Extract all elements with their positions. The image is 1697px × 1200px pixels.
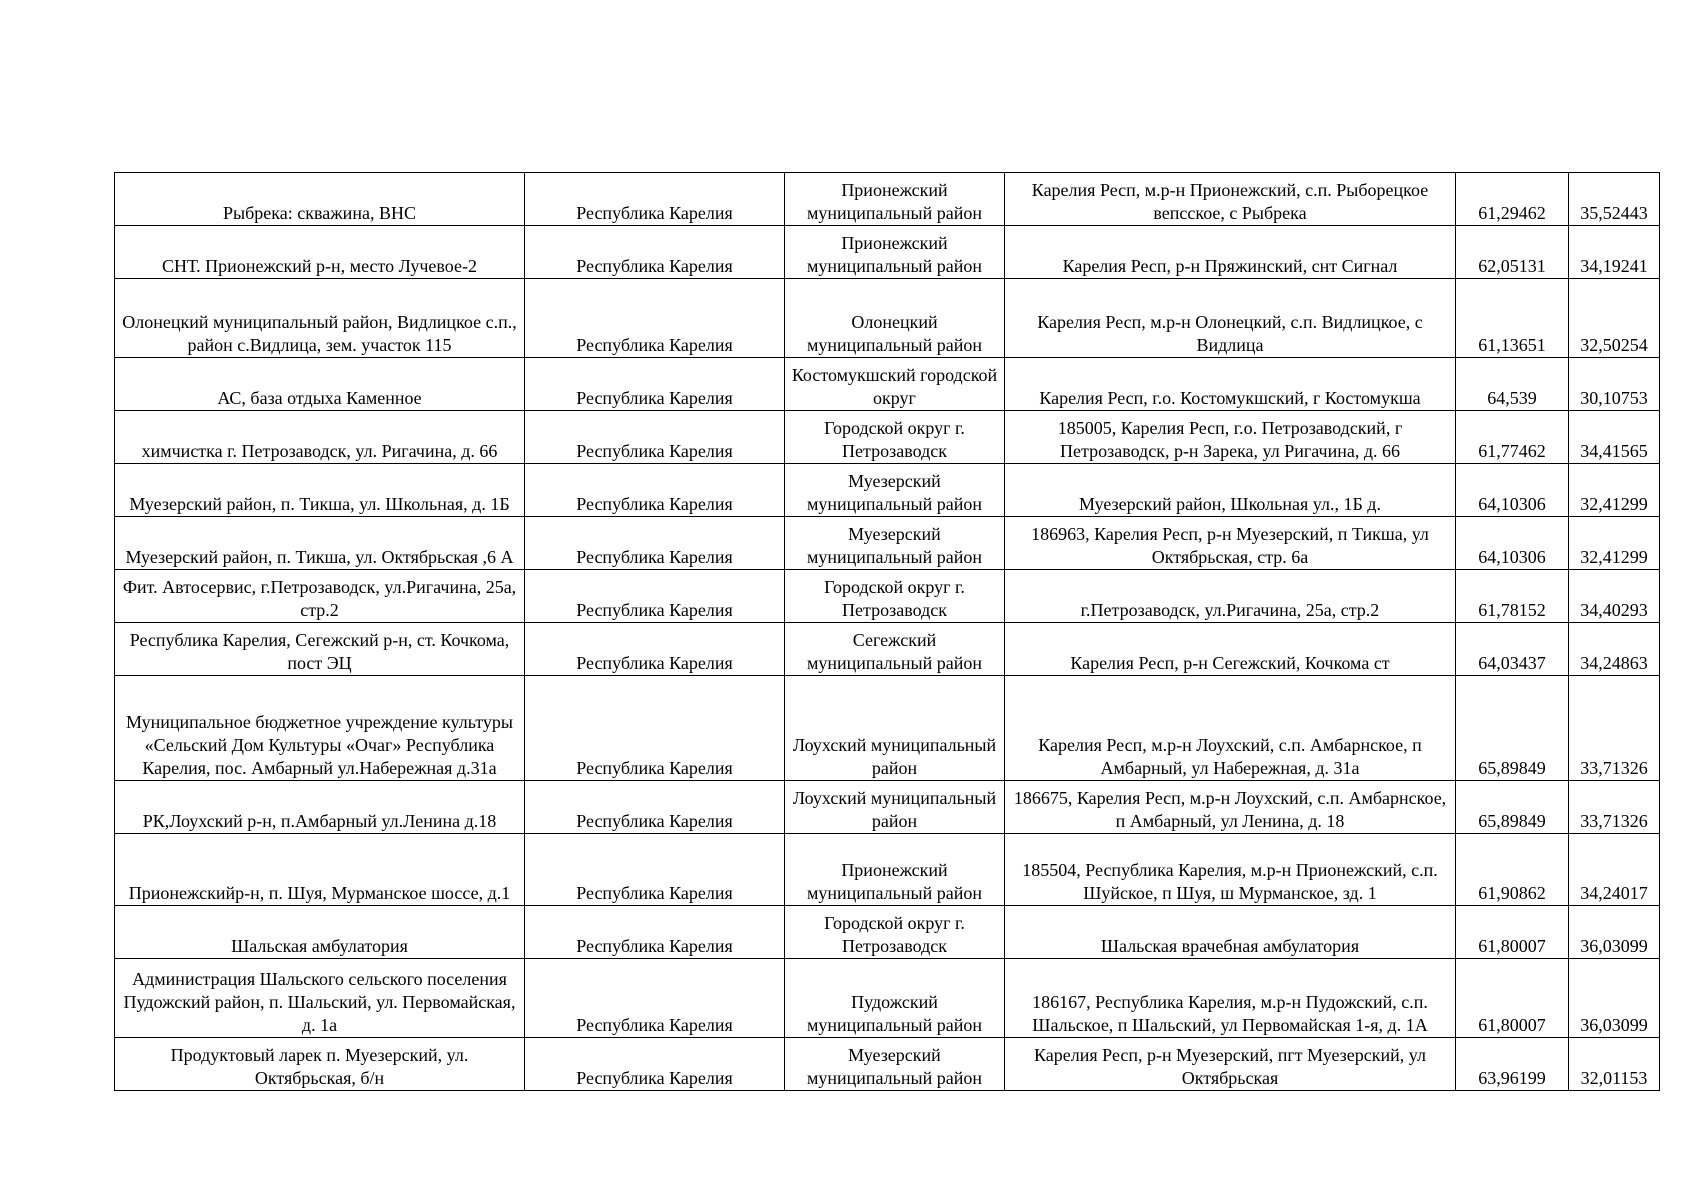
cell-longitude: 34,40293 — [1569, 570, 1660, 623]
cell-address: Карелия Респ, р-н Муезерский, пгт Муезерский, ул Октябрьская — [1005, 1038, 1456, 1091]
cell-district: Городской округ г. Петрозаводск — [785, 906, 1005, 959]
cell-district: Олонецкий муниципальный район — [785, 279, 1005, 358]
cell-name: СНТ. Прионежский р-н, место Лучевое-2 — [115, 226, 525, 279]
cell-latitude: 62,05131 — [1456, 226, 1569, 279]
table-row — [115, 959, 1660, 1038]
cell-name: химчистка г. Петрозаводск, ул. Ригачина, д. 66 — [115, 411, 525, 464]
cell-longitude: 30,10753 — [1569, 358, 1660, 411]
cell-name: Продуктовый ларек п. Муезерский, ул. Октябрьская, б/н — [115, 1038, 525, 1091]
cell-latitude: 64,539 — [1456, 358, 1569, 411]
cell-longitude: 33,71326 — [1569, 676, 1660, 781]
cell-name: Муезерский район, п. Тикша, ул. Октябрьская ,6 А — [115, 517, 525, 570]
cell-longitude: 36,03099 — [1569, 959, 1660, 1038]
cell-name: АС, база отдыха Каменное — [115, 358, 525, 411]
cell-region: Республика Карелия — [525, 570, 785, 623]
cell-district: Лоухский муниципальный район — [785, 781, 1005, 834]
table-row — [115, 226, 1660, 279]
cell-address: Карелия Респ, м.р-н Олонецкий, с.п. Видлицкое, с Видлица — [1005, 279, 1456, 358]
cell-name: Рыбрека: скважина, ВНС — [115, 173, 525, 226]
cell-district: Прионежский муниципальный район — [785, 226, 1005, 279]
table-row — [115, 358, 1660, 411]
cell-address: Карелия Респ, р-н Сегежский, Кочкома ст — [1005, 623, 1456, 676]
cell-region: Республика Карелия — [525, 226, 785, 279]
table-row — [115, 464, 1660, 517]
cell-latitude: 63,96199 — [1456, 1038, 1569, 1091]
cell-district: Городской округ г. Петрозаводск — [785, 570, 1005, 623]
cell-longitude: 35,52443 — [1569, 173, 1660, 226]
cell-address: 186675, Карелия Респ, м.р-н Лоухский, с.п. Амбарнское, п Амбарный, ул Ленина, д. 18 — [1005, 781, 1456, 834]
cell-longitude: 33,71326 — [1569, 781, 1660, 834]
cell-latitude: 64,10306 — [1456, 464, 1569, 517]
cell-district: Городской округ г. Петрозаводск — [785, 411, 1005, 464]
cell-address: г.Петрозаводск, ул.Ригачина, 25а, стр.2 — [1005, 570, 1456, 623]
table-row — [115, 623, 1660, 676]
cell-district: Сегежский муниципальный район — [785, 623, 1005, 676]
cell-latitude: 61,80007 — [1456, 959, 1569, 1038]
sites-table — [114, 172, 1660, 1091]
cell-region: Республика Карелия — [525, 1038, 785, 1091]
cell-region: Республика Карелия — [525, 173, 785, 226]
cell-latitude: 61,77462 — [1456, 411, 1569, 464]
cell-region: Республика Карелия — [525, 411, 785, 464]
cell-district: Муезерский муниципальный район — [785, 464, 1005, 517]
cell-region: Республика Карелия — [525, 623, 785, 676]
table-row — [115, 781, 1660, 834]
cell-name: Шальская амбулатория — [115, 906, 525, 959]
cell-region: Республика Карелия — [525, 676, 785, 781]
cell-region: Республика Карелия — [525, 358, 785, 411]
cell-name: Администрация Шальского сельского поселения Пудожский район, п. Шальский, ул. Первомайская, д. 1а — [115, 959, 525, 1038]
cell-district: Прионежский муниципальный район — [785, 834, 1005, 906]
cell-region: Республика Карелия — [525, 464, 785, 517]
cell-name: Прионежскийр-н, п. Шуя, Мурманское шоссе, д.1 — [115, 834, 525, 906]
cell-address: 186167, Республика Карелия, м.р-н Пудожский, с.п. Шальское, п Шальский, ул Первомайская 1-я, д. 1А — [1005, 959, 1456, 1038]
cell-longitude: 34,19241 — [1569, 226, 1660, 279]
table-row — [115, 570, 1660, 623]
cell-latitude: 65,89849 — [1456, 676, 1569, 781]
cell-region: Республика Карелия — [525, 834, 785, 906]
table-row — [115, 173, 1660, 226]
cell-district: Прионежский муниципальный район — [785, 173, 1005, 226]
cell-name: Олонецкий муниципальный район, Видлицкое с.п., район с.Видлица, зем. участок 115 — [115, 279, 525, 358]
table-row — [115, 279, 1660, 358]
cell-address: Карелия Респ, р-н Пряжинский, снт Сигнал — [1005, 226, 1456, 279]
cell-district: Костомукшский городской округ — [785, 358, 1005, 411]
table-row — [115, 834, 1660, 906]
table-row — [115, 676, 1660, 781]
cell-district: Муезерский муниципальный район — [785, 1038, 1005, 1091]
table-row — [115, 906, 1660, 959]
cell-latitude: 61,80007 — [1456, 906, 1569, 959]
cell-address: Карелия Респ, м.р-н Прионежский, с.п. Рыборецкое вепсское, с Рыбрека — [1005, 173, 1456, 226]
cell-region: Республика Карелия — [525, 781, 785, 834]
cell-address: 186963, Карелия Респ, р-н Муезерский, п Тикша, ул Октябрьская, стр. 6а — [1005, 517, 1456, 570]
cell-longitude: 36,03099 — [1569, 906, 1660, 959]
cell-latitude: 65,89849 — [1456, 781, 1569, 834]
cell-address: Муезерский район, Школьная ул., 1Б д. — [1005, 464, 1456, 517]
cell-address: Шальская врачебная амбулатория — [1005, 906, 1456, 959]
cell-district: Лоухский муниципальный район — [785, 676, 1005, 781]
cell-name: Республика Карелия, Сегежский р-н, ст. Кочкома, пост ЭЦ — [115, 623, 525, 676]
table-row — [115, 1038, 1660, 1091]
cell-latitude: 64,03437 — [1456, 623, 1569, 676]
cell-region: Республика Карелия — [525, 959, 785, 1038]
cell-name: Муезерский район, п. Тикша, ул. Школьная, д. 1Б — [115, 464, 525, 517]
cell-region: Республика Карелия — [525, 906, 785, 959]
cell-latitude: 61,78152 — [1456, 570, 1569, 623]
cell-latitude: 64,10306 — [1456, 517, 1569, 570]
cell-name: Фит. Автосервис, г.Петрозаводск, ул.Ригачина, 25а, стр.2 — [115, 570, 525, 623]
cell-district: Муезерский муниципальный район — [785, 517, 1005, 570]
cell-address: 185504, Республика Карелия, м.р-н Прионежский, с.п. Шуйское, п Шуя, ш Мурманское, зд. 1 — [1005, 834, 1456, 906]
cell-district: Пудожский муниципальный район — [785, 959, 1005, 1038]
table-row — [115, 517, 1660, 570]
cell-longitude: 32,01153 — [1569, 1038, 1660, 1091]
cell-longitude: 32,50254 — [1569, 279, 1660, 358]
cell-latitude: 61,90862 — [1456, 834, 1569, 906]
cell-longitude: 34,24863 — [1569, 623, 1660, 676]
cell-longitude: 32,41299 — [1569, 517, 1660, 570]
cell-latitude: 61,13651 — [1456, 279, 1569, 358]
cell-address: Карелия Респ, м.р-н Лоухский, с.п. Амбарнское, п Амбарный, ул Набережная, д. 31а — [1005, 676, 1456, 781]
cell-region: Республика Карелия — [525, 517, 785, 570]
cell-address: Карелия Респ, г.о. Костомукшский, г Костомукша — [1005, 358, 1456, 411]
cell-longitude: 32,41299 — [1569, 464, 1660, 517]
cell-address: 185005, Карелия Респ, г.о. Петрозаводский, г Петрозаводск, р-н Зарека, ул Ригачина, д. 66 — [1005, 411, 1456, 464]
cell-name: Муниципальное бюджетное учреждение культуры «Сельский Дом Культуры «Очаг» Республика Карелия, пос. Амбарный ул.Набережная д.31а — [115, 676, 525, 781]
cell-longitude: 34,41565 — [1569, 411, 1660, 464]
cell-name: РК,Лоухский р-н, п.Амбарный ул.Ленина д.18 — [115, 781, 525, 834]
cell-latitude: 61,29462 — [1456, 173, 1569, 226]
cell-longitude: 34,24017 — [1569, 834, 1660, 906]
table-row — [115, 411, 1660, 464]
cell-region: Республика Карелия — [525, 279, 785, 358]
table-body — [115, 173, 1660, 1091]
